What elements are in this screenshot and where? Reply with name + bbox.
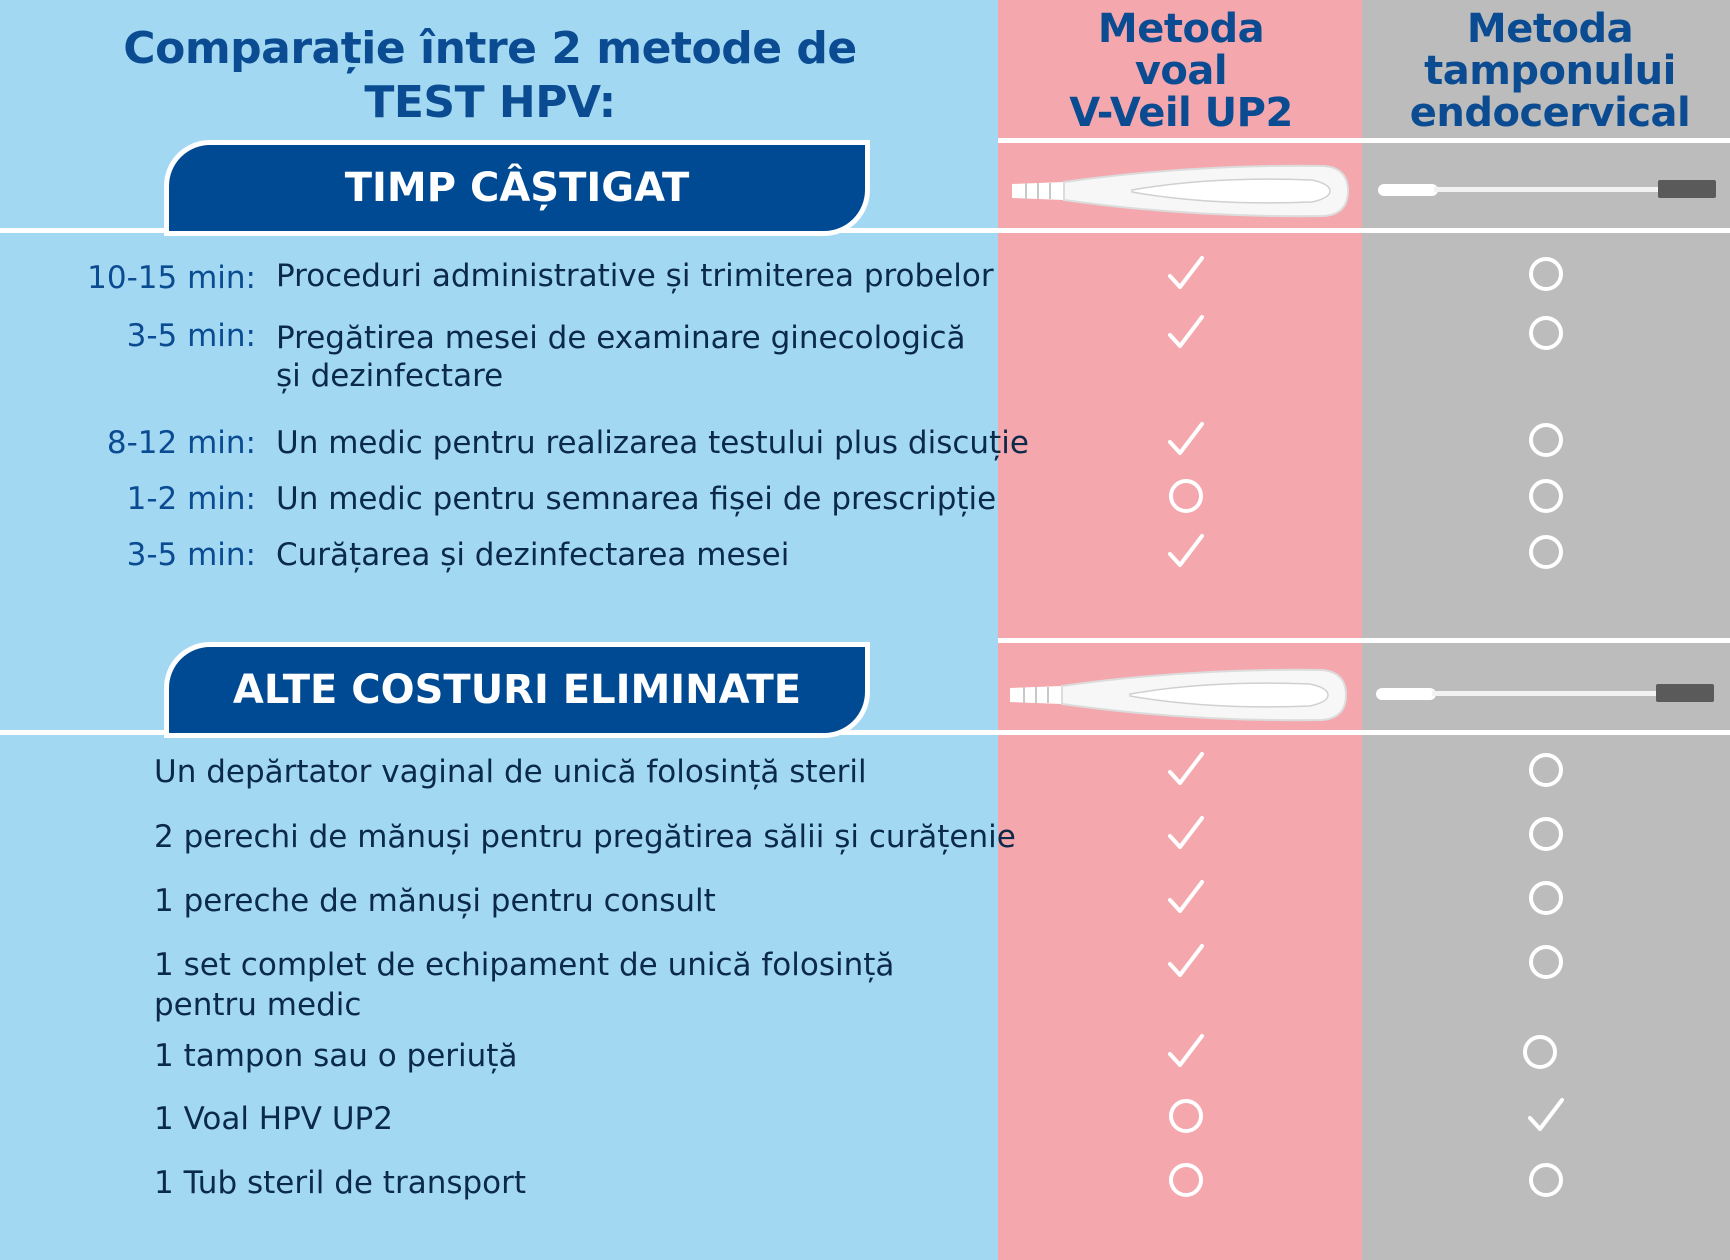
veil-mark-check-icon [1166,878,1206,918]
veil-mark-check-icon [1166,532,1206,572]
veil-mark-circle-icon [1166,1160,1206,1200]
veil-mark-check-icon [1166,1032,1206,1072]
row-time: 1-2 min: [126,481,256,517]
section-heading-costs: ALTE COSTURI ELIMINATE [164,642,870,738]
veil-mark-circle-icon [1166,476,1206,516]
mid-divider [998,638,1730,643]
row-label: Un depărtator vaginal de unică folosință steril [154,754,867,790]
column-header-veil: Metoda voal V-Veil UP2 [1069,6,1293,136]
row-time: 8-12 min: [106,425,256,461]
veil-mark-check-icon [1166,814,1206,854]
row-time: 10-15 min: [87,260,256,296]
row-label: Un medic pentru semnarea fișei de prescripție [276,481,997,517]
row-label: 2 perechi de mănuși pentru pregătirea sălii și curățenie [154,819,1016,855]
swab-mark-circle-icon [1526,878,1566,918]
swab-mark-circle-icon [1526,942,1566,982]
swab-mark-circle-icon [1526,254,1566,294]
row-label: 1 Voal HPV UP2 [154,1101,393,1137]
row-label: 1 set complet de echipament de unică folosință [154,947,895,983]
swab-mark-circle-icon [1526,420,1566,460]
row-time: 3-5 min: [126,318,256,354]
veil-mark-check-icon [1166,750,1206,790]
swab-mark-circle-icon [1526,1160,1566,1200]
swab-mark-circle-icon [1526,750,1566,790]
row-label-continued: și dezinfectare [276,358,504,394]
veil-mark-check-icon [1166,420,1206,460]
veil-mark-circle-icon [1166,1096,1206,1136]
swab-device-image-2 [1376,680,1716,710]
row-label: Curățarea și dezinfectarea mesei [276,537,790,573]
swab-device-image [1378,176,1718,206]
veil-mark-check-icon [1166,313,1206,353]
veil-device-image-2 [1010,664,1348,730]
swab-mark-circle-icon [1526,532,1566,572]
section-heading-time: TIMP CÂȘTIGAT [164,140,870,236]
row-label: 1 tampon sau o periuță [154,1038,518,1074]
row-label: Proceduri administrative și trimiterea probelor [276,258,994,294]
row-label: Un medic pentru realizarea testului plus discuție [276,425,1029,461]
swab-mark-check-icon [1526,1096,1566,1136]
row-label: 1 pereche de mănuși pentru consult [154,883,716,919]
swab-mark-circle-icon [1526,476,1566,516]
header-divider [998,138,1730,143]
veil-mark-check-icon [1166,942,1206,982]
page-title: Comparație între 2 metode de TEST HPV: [123,23,857,128]
column-header-swab: Metoda tamponului endocervical [1409,6,1691,136]
row-time: 3-5 min: [126,537,256,573]
swab-mark-circle-icon [1520,1032,1560,1072]
veil-device-image [1012,160,1350,226]
row-label: 1 Tub steril de transport [154,1165,527,1201]
row-label-continued: pentru medic [154,987,362,1023]
veil-mark-check-icon [1166,254,1206,294]
swab-mark-circle-icon [1526,814,1566,854]
row-label: Pregătirea mesei de examinare ginecologică [276,320,966,356]
swab-mark-circle-icon [1526,313,1566,353]
